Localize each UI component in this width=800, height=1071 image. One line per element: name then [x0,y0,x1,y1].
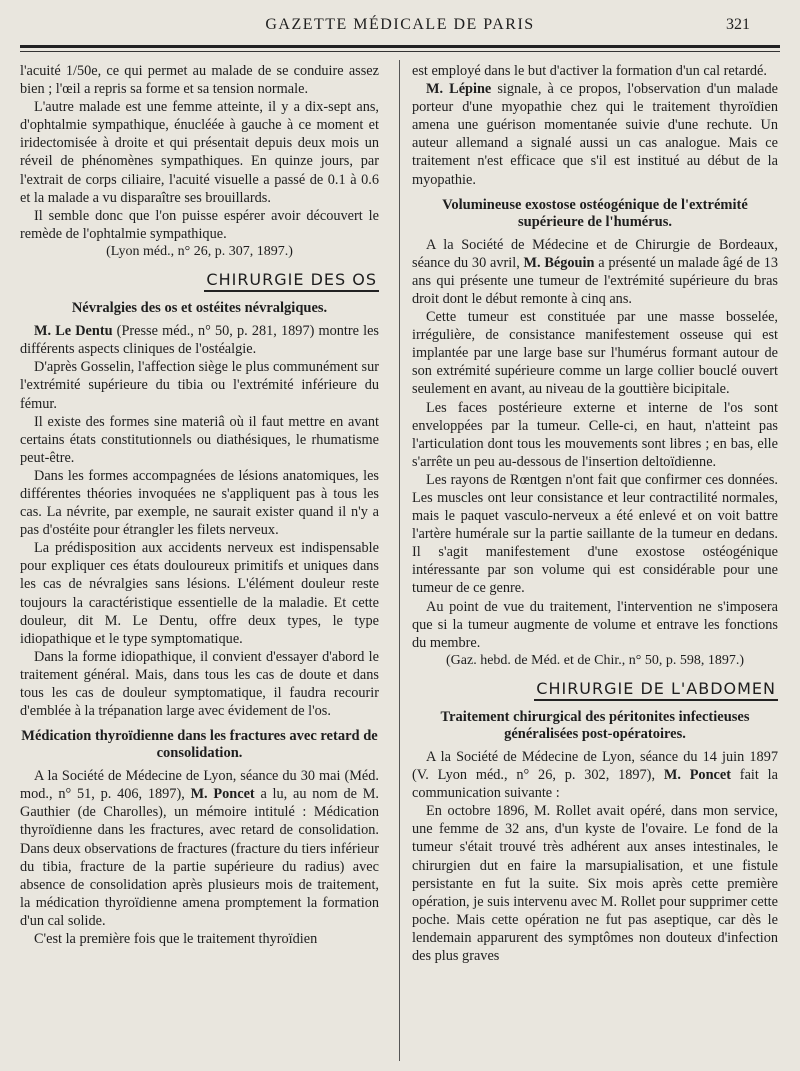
page-number: 321 [726,16,750,33]
article-title: Névralgies des os et ostéites névralgiques. [71,300,328,317]
author-name: M. Poncet [190,786,255,803]
section-heading [20,271,379,292]
paragraph: Dans la forme idiopathique, il convient d'essayer d'abord le traitement général. Mais, dans tous les cas de doute et dans tous les cas de douleur symptomatique, il faudra recourir d'emblée à la trépanation large avec évidement de l'os. [20,648,379,720]
paragraph-text: signale, à ce propos, l'observation d'un malade porteur d'une myopathie chez qui le traitement thyroïdien amena une guérison momentanée suivie d'une rechute. Un auteur allemand a signalé aussi un cas analogue. Mais ce traitement n'est efficace que s'il est institué au début de la myopathie. [412,81,779,188]
paragraph-text: (Presse méd., n° 50, p. 281, 1897) montre les différents aspects cliniques de l'ostéalgie. [20,323,379,358]
header-rule-thick [20,45,780,48]
paragraph [20,322,379,358]
section-heading [412,680,778,701]
citation: (Gaz. hebd. de Méd. et de Chir., n° 50, p. 598, 1897.) [446,652,744,668]
author-name: M. Poncet [663,767,731,784]
paragraph: Dans les formes accompagnées de lésions anatomiques, les différentes théories invoquées ne s'appliquent pas à tous les cas. La névrite, par exemple, ne saurait exister quand il n'y a pas d'ostéite pour étrangler les filets nerveux. [20,467,379,539]
paragraph-text: a lu, au nom de M. Gauthier (de Charolles), un mémoire intitulé : Médication thyroïdienne dans les fractures, avec retard de consolidation. Dans deux observations de fractures (fracture du tiers inférieur du tibia, fracture de la partie supérieure du radius) avec absence de consolidation après plusieurs mois de traitement, la médication thyroïdienne amena promptement la formation d'un cal solide. [20,786,379,929]
paragraph: Au point de vue du traitement, l'intervention ne s'imposera que si la tumeur augmente de volume et entrave les fonctions du membre. [412,598,778,651]
paragraph: La prédisposition aux accidents nerveux est indispensable pour expliquer ces états douloureux primitifs et uniques dans les cas de névralgies sans lésions. L'élément douleur reste toujours la caractéristique essentielle de la maladie. Et cette douleur, dit M. Le Dentu, offre deux types, le type idiopathique et le type symptomatique. [20,540,379,647]
paragraph [412,748,778,802]
paragraph [20,767,379,930]
author-name: M. Le Dentu [34,323,113,340]
paragraph: Les rayons de Rœntgen n'ont fait que confirmer ces données. Les muscles ont leur consistance et leur contractilité normales, mais le paquet vasculo-nerveux a été enlevé et on voit battre l'artère humérale sur la partie saillante de la tumeur en dedans. Il s'agit manifestement d'une exostose ostéogénique intéressante par son volume qui est considérable pour une tumeur de ce genre. [412,471,778,597]
article-title: Volumineuse exostose ostéogénique de l'extrémité supérieure de l'humérus. [442,196,748,230]
paragraph: Cette tumeur est constituée par une masse bosselée, irrégulière, de consistance manifestement osseuse qui est implantée par une large base sur l'humérus formant autour de son extrémité supérieure comme un large collier bouclé ouvert seulement en avant, au niveau de la gouttière bicipitale. [412,309,778,398]
paragraph-text: a présenté un malade âgé de 13 ans qui présente une tumeur de l'extrémité supérieure du bras droit dont le début remonte à cinq ans. [412,254,778,307]
paragraph: L'autre malade est une femme atteinte, il y a dix-sept ans, d'ophtalmie sympathique, énucléée à gauche à ce moment et iridectomisée à droite et qui présentait depuis deux mois un réveil de phénomènes sympathiques. En quinze jours, par l'extrait de corps ciliaire, l'acuité visuelle a passé de 0.1 à 0.6 et la malade a vu disparaître ses brouillards. [20,99,379,206]
paragraph: est employé dans le but d'activer la formation d'un cal retardé. [412,63,767,79]
header-rule-thin [20,51,780,52]
paragraph-text: fait la communication suivante : [412,767,778,802]
section-heading-label: CHIRURGIE DE L'ABDOMEN [534,680,778,701]
article-title: Traitement chirurgical des péritonites infectieuses généralisées post-opératoires. [440,709,750,742]
paragraph [412,80,778,189]
paragraph: l'acuité 1/50e, ce qui permet au malade de se conduire assez bien ; l'œil a repris sa forme et sa tension normale. [20,63,379,98]
paragraph-text: A la Société de Médecine et de Chirurgie de Bordeaux, séance du 30 avril, [412,236,778,271]
column-divider [399,60,400,1061]
paragraph: Il semble donc que l'on puisse espérer avoir découvert le remède de l'ophtalmie sympathique. [20,207,379,242]
page-header [20,16,780,38]
paragraph-text: A la Société de Médecine de Lyon, séance du 30 mai (Méd. mod., n° 51, p. 406, 1897), [20,768,379,803]
paragraph: C'est la première fois que le traitement thyroïdien [34,931,318,948]
paragraph: Les faces postérieure externe et interne de l'os sont enveloppées par la tumeur. Celle-ci, en haut, n'atteint pas l'articulation dont tous les mouvements sont libres ; en bas, elle s'arrête un peu au-dessous de l'insertion deltoïdienne. [412,399,778,470]
running-title: GAZETTE MÉDICALE DE PARIS [265,16,535,33]
paragraph-text: A la Société de Médecine de Lyon, séance du 14 juin 1897 (V. Lyon méd., n° 26, p. 302, 1897), [412,749,778,784]
author-name: M. Lépine [426,81,492,98]
paragraph: Il existe des formes sine materiâ où il faut mettre en avant certains états constitutionnels ou diathésiques, le rhumatisme peut-être. [20,413,379,466]
article-title: Médication thyroïdienne dans les fractures avec retard de consolidation. [21,728,378,762]
paragraph: En octobre 1896, M. Rollet avait opéré, dans mon service, une femme de 32 ans, d'un kyste de l'ovaire. Le fond de la tumeur s'était trouvé très adhérent aux anses intestinales, le chirurgien dut en faire la marsupialisation, et une fistule persistante en fut la suite. Six mois après cette première opération, je suis intervenu avec M. Rollet pour supprimer cette poche. Mais cette opération ne fut pas aseptique, car dès le lendemain apparurent des symptômes non douteux d'infection des plus graves [412,803,778,965]
citation: (Lyon méd., n° 26, p. 307, 1897.) [106,243,293,259]
author-name: M. Bégouin [523,254,595,271]
paragraph [412,236,778,308]
paragraph: D'après Gosselin, l'affection siège le plus communément sur l'extrémité supérieure du tibia ou l'extrémité inférieure du fémur. [20,359,379,412]
section-heading-label: CHIRURGIE DES OS [204,271,379,292]
left-column [20,62,379,948]
right-column [412,62,778,965]
